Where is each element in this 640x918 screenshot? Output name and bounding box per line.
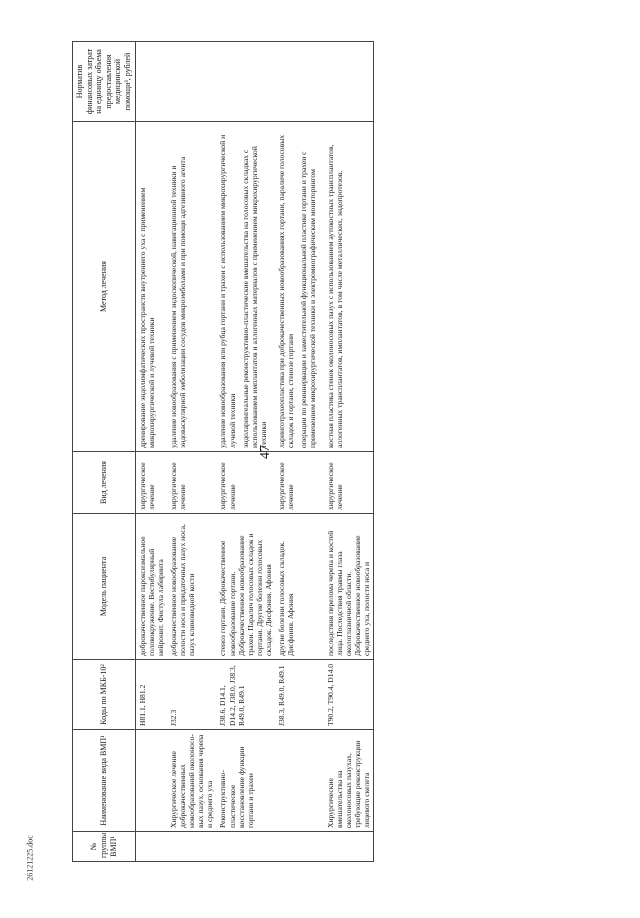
cell-model: доброкачественное новообразование полости носа и придаточных пазух носа, пазух клиновидной кости	[167, 514, 217, 660]
table-row	[324, 42, 374, 862]
cell-name: Хирургическое лечение доброкачественных новообразований околоносо-вых пазух, основания черепа и среднего уха	[167, 730, 217, 832]
header-method: Метод лечения	[73, 122, 136, 452]
footer-code: 26121225.doc	[25, 835, 35, 881]
cell-type: хирургическое лечение	[275, 452, 323, 514]
cell-method	[324, 122, 374, 452]
cell-group	[167, 832, 217, 862]
cell-type: хирургическое лечение	[324, 452, 374, 514]
table-header-row	[73, 42, 136, 862]
cell-norm	[216, 42, 275, 122]
cell-norm	[275, 42, 323, 122]
table-row	[275, 42, 323, 862]
cell-method	[216, 122, 275, 452]
header-codes: Коды по МКБ-10²	[73, 660, 136, 730]
cell-method	[275, 122, 323, 452]
header-type: Вид лечения	[73, 452, 136, 514]
vmp-table	[72, 41, 374, 862]
cell-model: последствия перелома черепа и костей лица. Последствия травмы глаза окологлазничной области. Доброкачественное новообразование среднего уха, полости носа и	[324, 514, 374, 660]
header-model: Модель пациента	[73, 514, 136, 660]
cell-codes: J38.3, R49.0, R49.1	[275, 660, 323, 730]
table-row	[167, 42, 217, 862]
cell-group	[135, 832, 167, 862]
cell-type: хирургическое лечение	[216, 452, 275, 514]
cell-model: стеноз гортани. Доброкачественное новообразование гортани. Доброкачественное новообразование трахеи. Паралич голосовых складок и гортани. Другие болезни голосовых складок. Дисфония. Афония	[216, 514, 275, 660]
method-paragraph: операции по реиннервации и заместительной функциональной пластике гортани и трахеи с применением микрохирургической техники и электромиографическим мониторингом	[299, 151, 318, 448]
header-group: № группы ВМП¹	[73, 832, 136, 862]
cell-codes: T90.2, T90.4, D14.0	[324, 660, 374, 730]
page-number: 47	[258, 445, 273, 459]
cell-method	[167, 122, 217, 452]
header-name: Наименование вида ВМП¹	[73, 730, 136, 832]
cell-norm	[324, 42, 374, 122]
cell-codes: H81.1, H81.2	[135, 660, 167, 730]
method-paragraph: эндоларингеальные реконструктивно-пластические вмешательства на голосовых складках с использованием имплантатов и аллогенных материалов с применением микрохирургической техники	[240, 146, 268, 448]
cell-method	[135, 122, 167, 452]
cell-type: хирургическое лечение	[135, 452, 167, 514]
method-paragraph: ларинготрахеопластика при доброкачественных новообразованиях гортани, параличе голосовых складок и гортани, стенозе гортани	[277, 134, 296, 448]
method-paragraph: удаление новообразования или рубца гортани и трахеи с использованием микрохирургической и лучевой техники	[218, 134, 237, 448]
cell-norm	[167, 42, 217, 122]
cell-name	[275, 730, 323, 832]
method-paragraph: удаление новообразования с применением эндоскопической, навигационной техники и эндоваскулярной эмболизации сосудов микроэмболами и при помощи адгезивного агента	[168, 156, 187, 448]
method-paragraph: дренирование эндолимфатических пространств внутреннего уха с применением микрохирургической и лучевой техники	[137, 187, 156, 448]
table-row	[216, 42, 275, 862]
table-row	[135, 42, 167, 862]
cell-name: Хирургические вмешательства на околоносовых пазухах, требующие реконструкции лицевого скелета	[324, 730, 374, 832]
cell-group	[324, 832, 374, 862]
cell-type: хирургическое лечение	[167, 452, 217, 514]
cell-name: Реконструктивно-пластическое восстановление функции гортани и трахеи	[216, 730, 275, 832]
cell-model: доброкачественное пароксизмальное головокружение. Вестибулярный нейронит. Фистула лабиринта	[135, 514, 167, 660]
cell-name	[135, 730, 167, 832]
cell-group	[216, 832, 275, 862]
method-paragraph: костная пластика стенок околоносовых пазух с использованием аутокостных трансплантатов, аллогенных трансплантатов, имплантатов, в том числе металлических, эндопротезов,	[325, 144, 344, 448]
cell-norm	[135, 42, 167, 122]
cell-codes: J32.3	[167, 660, 217, 730]
cell-model: другие болезни голосовых складок. Дисфония. Афония	[275, 514, 323, 660]
header-norm: Норматив финансовых затрат на единицу объема предоставления медицинской помощи³, рублей	[73, 42, 136, 122]
cell-group	[275, 832, 323, 862]
rotated-table-block	[72, 42, 612, 862]
cell-codes: J38.6, D14.1, D14.2, J38.0, J38.3, R49.0, R49.1	[216, 660, 275, 730]
